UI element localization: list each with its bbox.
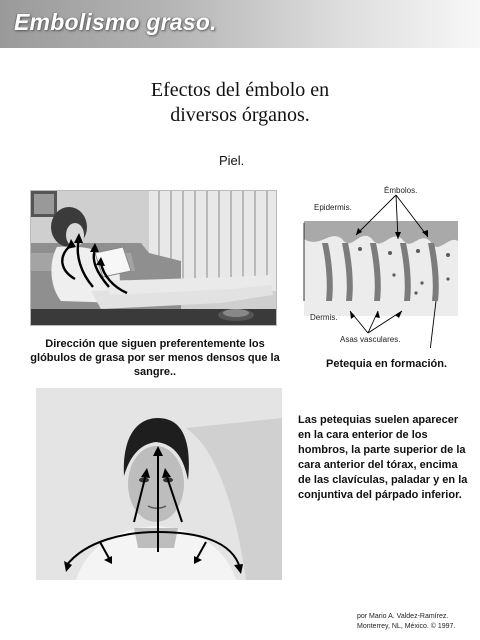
skin-section-diagram [298, 183, 464, 348]
photo-face [36, 388, 282, 580]
face-illustration [36, 388, 282, 580]
photo1-caption: Dirección que siguen preferentemente los glóbulos de grasa por ser menos densos que la sangre.. [30, 338, 280, 378]
credit-line1: por Mario A. Valdez-Ramírez. [357, 613, 449, 620]
main-title-line2: diversos órganos. [170, 104, 310, 126]
author-credit [357, 612, 477, 632]
label-dermis: Dermis. [310, 313, 338, 322]
credit-line2: Monterrey, NL, México. © 1997. [357, 623, 456, 630]
petequias-paragraph: Las petequias suelen aparecer en la cara enterior de los hombros, la parte superior de la cara anterior del tórax, encima de las clavículas, paladar y en la conjuntiva del párpado inferior. [298, 414, 468, 501]
label-epidermis: Epidermis. [314, 203, 352, 212]
photo-reclining-woman [30, 190, 277, 326]
main-title [0, 78, 480, 128]
reclining-woman-illustration [31, 191, 277, 326]
label-asas-vasculares: Asas vasculares. [340, 335, 401, 344]
header-title: Embolismo graso. [14, 9, 217, 35]
main-title-line1: Efectos del émbolo en [150, 79, 330, 101]
label-embolos: Émbolos. [384, 186, 418, 195]
diagram-caption: Petequia en formación. [326, 358, 448, 370]
header-banner [0, 0, 480, 48]
section-label: Piel. [219, 153, 245, 168]
